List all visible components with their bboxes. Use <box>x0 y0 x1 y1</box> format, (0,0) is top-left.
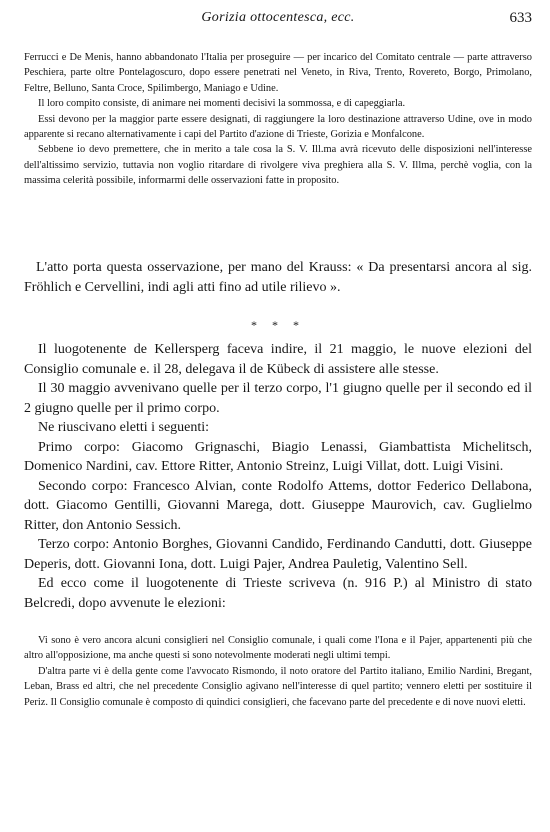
body-text-section-2 <box>24 340 532 613</box>
body-paragraph: Il luogotenente de Kellersperg faceva indire, il 21 maggio, le nuove elezioni del Consiglio comunale e. il 28, delegava il de Kübeck di assistere alle stesse. <box>24 342 532 377</box>
body-paragraph: Secondo corpo: Francesco Alvian, conte Rodolfo Attems, dottor Federico Dellabona, dott. Giacomo Gentilli, Giovanni Marega, dott. Giuseppe Maurovich, cav. Guglielmo Ritter, don Antonio Sessich. <box>24 478 532 533</box>
body-paragraph: Il 30 maggio avvenivano quelle per il terzo corpo, l'1 giugno quelle per il secondo ed il 2 giugno quelle per il primo corpo. <box>24 381 532 416</box>
quote-paragraph: D'altra parte vi è della gente come l'avvocato Rismondo, il noto oratore del Partito italiano, Emilio Nardini, Bregant, Leban, Brass ed altri, che nel precedente Consiglio agivano nell'interesse di quel partito; vennero eletti per sostituire il Periz. Il Consiglio comunale è composto di quindici consiglieri, che facevano parte del precedente e di nove nuovi eletti. <box>24 665 532 708</box>
page-number: 633 <box>509 10 532 26</box>
body-paragraph: Ed ecco come il luogotenente di Trieste scriveva (n. 916 P.) al Ministro di stato Belcredi, dopo avvenute le elezioni: <box>24 576 532 611</box>
running-head <box>24 10 532 32</box>
quote-paragraph: Ferrucci e De Menis, hanno abbandonato l'Italia per proseguire — per incarico del Comitato centrale — parte attraverso Peschiera, parte oltre Pontelagoscuro, dopo essere penetrati nel Veneto, in Riva, Trento, Rovereto, Borgo, Primolano, Feltre, Belluno, Santa Croce, Spilimbergo, Maniago e Udine. <box>24 52 532 94</box>
quoted-document-top <box>24 50 532 189</box>
body-text-section-1 <box>24 258 532 297</box>
running-title: Gorizia ottocentesca, ecc. <box>201 10 355 25</box>
body-paragraph: Terzo corpo: Antonio Borghes, Giovanni Candido, Ferdinando Candutti, dott. Giuseppe Deperis, dott. Giovanni Iona, dott. Luigi Pajer, Andrea Pauletig, Valentino Sell. <box>24 537 532 572</box>
quote-paragraph: Essi devono per la maggior parte essere designati, di raggiungere la loro destinazione attraverso Udine, ove in modo apparente si recano alternativamente i capi del Partito d'azione di Trieste, Gorizia e Monfalcone. <box>24 113 532 141</box>
quoted-document-bottom <box>24 633 532 710</box>
body-paragraph: Ne riuscivano eletti i seguenti: <box>38 420 210 435</box>
quote-paragraph: Sebbene io devo premettere, che in merito a tale cosa la S. V. Ill.ma avrà ricevuto delle disposizioni nell'interesse dell'altissimo servizio, tuttavia non voglio ritardare di rivolgere viva preghiera alla S. V. Illma, perchè voglia, con la massima celerità possibile, informarmi delle osservazioni fatte in proposito. <box>24 144 532 187</box>
quote-paragraph: Il loro compito consiste, di animare nei momenti decisivi la sommossa, e di capeggiarla. <box>38 98 406 110</box>
quote-paragraph: Vi sono è vero ancora alcuni consiglieri nel Consiglio comunale, i quali come l'Iona e il Pajer, appartenenti più che altro all'opposizione, ma anche questi si sono notevolmente moderati negli ultimi tempi. <box>24 635 532 662</box>
body-paragraph: L'atto porta questa osservazione, per mano del Krauss: « Da presentarsi ancora al sig. Fröhlich e Cervellini, indi agli atti fino ad utile rilievo ». <box>24 260 532 295</box>
section-separator: * * * <box>251 318 305 332</box>
body-paragraph: Primo corpo: Giacomo Grignaschi, Biagio Lenassi, Giambattista Michelitsch, Domenico Nardini, cav. Ettore Ritter, Antonio Streinz, Luigi Villat, dott. Luigi Visini. <box>24 439 532 474</box>
